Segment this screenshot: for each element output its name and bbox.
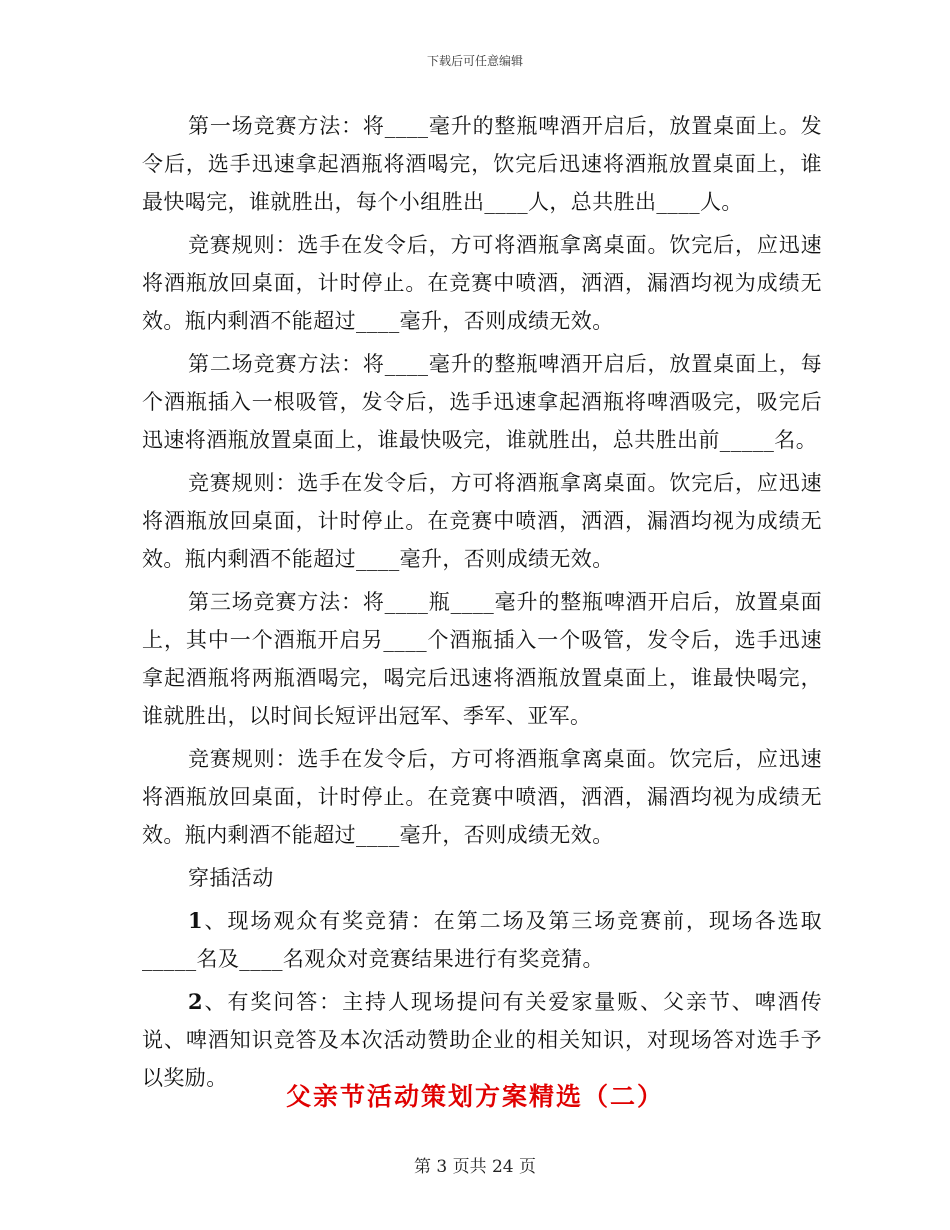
paragraph-round2-method: 第二场竞赛方法：将____毫升的整瓶啤酒开启后，放置桌面上，每个酒瓶插入一根吸管，发令后，选手迅速拿起酒瓶将啤酒吸完，吸完后迅速将酒瓶放置桌面上，谁最快吸完，谁就胜出，总共胜出前_____名。: [142, 352, 822, 452]
paragraph-round3-method: 第三场竞赛方法：将____瓶____毫升的整瓶啤酒开启后，放置桌面上，其中一个酒瓶开启另____个酒瓶插入一个吸管，发令后，选手迅速拿起酒瓶将两瓶酒喝完，喝完后迅速将酒瓶放置桌面上，谁最快喝完，谁就胜出，以时间长短评出冠军、季军、亚军。: [142, 590, 822, 728]
list-item-text: 、有奖问答：主持人现场提问有关爱家量贩、父亲节、啤酒传说、啤酒知识竞答及本次活动赞助企业的相关知识，对现场答对选手予以奖励。: [142, 990, 822, 1090]
list-number: 2: [188, 989, 204, 1014]
section-title: 父亲节活动策划方案精选（二）: [285, 1082, 664, 1111]
list-item-audience-quiz: [142, 902, 822, 978]
paragraph-side-activities-heading: 穿插活动: [188, 866, 274, 890]
page-footer: 第 3 页共 24 页: [413, 1157, 537, 1177]
paragraph-round2-rules: 竞赛规则：选手在发令后，方可将酒瓶拿离桌面。饮完后，应迅速将酒瓶放回桌面，计时停止。在竞赛中喷酒，洒酒，漏酒均视为成绩无效。瓶内剩酒不能超过____毫升，否则成绩无效。: [142, 471, 822, 571]
paragraph-round1-method: 第一场竞赛方法：将____毫升的整瓶啤酒开启后，放置桌面上。发令后，选手迅速拿起酒瓶将酒喝完，饮完后迅速将酒瓶放置桌面上，谁最快喝完，谁就胜出，每个小组胜出____人，总共胜出____人。: [142, 114, 822, 214]
list-item-text: 、现场观众有奖竞猜：在第二场及第三场竞赛前，现场各选取_____名及____名观众对竞赛结果进行有奖竞猜。: [142, 909, 822, 971]
paragraph-round3-rules: 竞赛规则：选手在发令后，方可将酒瓶拿离桌面。饮完后，应迅速将酒瓶放回桌面，计时停止。在竞赛中喷酒，洒酒，漏酒均视为成绩无效。瓶内剩酒不能超过____毫升，否则成绩无效。: [142, 747, 822, 847]
document-body: [142, 107, 822, 1102]
paragraph-round1-rules: 竞赛规则：选手在发令后，方可将酒瓶拿离桌面。饮完后，应迅速将酒瓶放回桌面，计时停止。在竞赛中喷酒，洒酒，漏酒均视为成绩无效。瓶内剩酒不能超过____毫升，否则成绩无效。: [142, 233, 822, 333]
list-number: 1: [188, 908, 204, 933]
page-header: 下载后可任意编辑: [426, 54, 523, 68]
